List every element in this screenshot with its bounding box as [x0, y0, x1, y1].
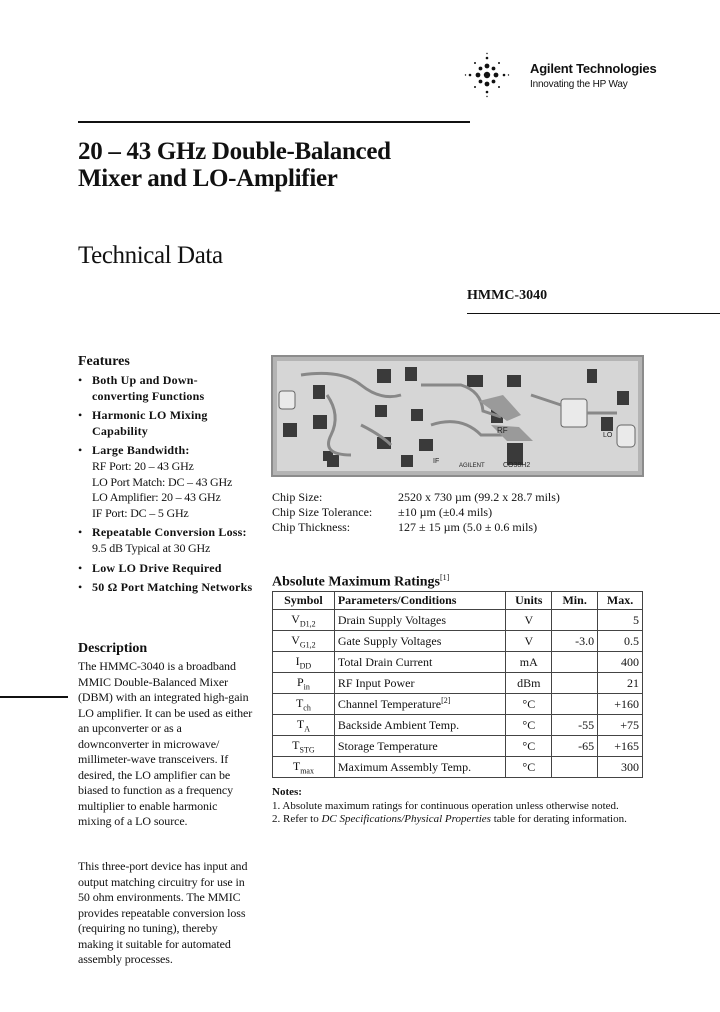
max-cell: +165 — [598, 736, 643, 757]
chip-spec-label: Chip Thickness: — [272, 520, 351, 534]
table-row — [273, 757, 643, 778]
chip-spec-label: Chip Size Tolerance: — [272, 505, 373, 519]
ratings-notes — [272, 786, 652, 827]
table-row — [273, 631, 643, 652]
table-header-row — [273, 592, 643, 610]
min-cell — [552, 694, 598, 715]
symbol-cell: $P_{in}$ — [273, 673, 335, 694]
param-cell: Backside Ambient Temp. — [334, 715, 506, 736]
feature-detail: 9.5 dB Typical at 30 GHz — [92, 540, 211, 555]
title-line-1: 20 – 43 GHz Double-Balanced — [78, 138, 391, 165]
param-cell: RF Input Power — [334, 673, 506, 694]
units-cell: mA — [506, 652, 552, 673]
symbol-cell: $T_A$ — [273, 715, 335, 736]
chip-spec-row — [272, 519, 652, 535]
description-para-2: This three-port device has input and output matching circuitry for use in 50 ohm environments. The MMIC provides repeatable conversion loss (requiring no tuning), thereby making it suitable for automated assembly processes. — [78, 859, 248, 966]
param-cell: Maximum Assembly Temp. — [334, 757, 506, 778]
max-cell: 300 — [598, 757, 643, 778]
symbol-cell: $I_{DD}$ — [273, 652, 335, 673]
feature-title: 50 Ω Port Matching Networks — [92, 580, 253, 595]
max-cell: 400 — [598, 652, 643, 673]
chip-marking: CO38H2 — [503, 462, 531, 469]
units-cell: °C — [506, 757, 552, 778]
feature-title: Both Up and Down-converting Functions — [92, 373, 205, 403]
min-cell: -65 — [552, 736, 598, 757]
features-heading: Features — [78, 354, 130, 369]
col-header: Units — [506, 592, 552, 610]
param-cell: Drain Supply Voltages — [334, 610, 506, 631]
chip-spec-row — [272, 504, 652, 520]
ratings-heading — [272, 573, 449, 591]
feature-item: • Both Up and Down-converting Functions — [78, 373, 205, 403]
title-block — [78, 138, 478, 192]
feature-detail: IF Port: DC – 5 GHz — [92, 505, 189, 520]
chip-label-lo: LO — [603, 432, 613, 439]
agilent-logo — [464, 52, 657, 98]
units-cell: V — [506, 610, 552, 631]
table-row — [273, 736, 643, 757]
min-cell — [552, 673, 598, 694]
chip-spec-value: 127 ± 15 µm (5.0 ± 0.6 mils) — [398, 520, 538, 534]
chip-marking-2: AGILENT — [459, 463, 485, 469]
feature-item: • Repeatable Conversion Loss: 9.5 dB Typical at 30 GHz — [78, 525, 253, 556]
min-cell: -3.0 — [552, 631, 598, 652]
table-row — [273, 715, 643, 736]
part-number: HMMC-3040 — [467, 288, 548, 303]
units-cell: °C — [506, 736, 552, 757]
feature-item: • Low LO Drive Required — [78, 560, 222, 575]
units-cell: °C — [506, 694, 552, 715]
param-cell: Gate Supply Voltages — [334, 631, 506, 652]
min-cell — [552, 652, 598, 673]
col-header: Parameters/Conditions — [334, 592, 506, 610]
margin-rule — [0, 696, 68, 698]
title-line-2: Mixer and LO-Amplifier — [78, 165, 338, 192]
feature-title: Low LO Drive Required — [92, 560, 222, 575]
max-cell: 0.5 — [598, 631, 643, 652]
units-cell: °C — [506, 715, 552, 736]
agilent-spark-icon — [464, 52, 510, 98]
note-1: 1. Absolute maximum ratings for continuous operation unless otherwise noted. — [272, 799, 619, 812]
param-cell: Total Drain Current — [334, 652, 506, 673]
max-cell: +160 — [598, 694, 643, 715]
chip-label-if: IF — [433, 458, 440, 465]
page-title — [78, 138, 478, 192]
table-row — [273, 652, 643, 673]
feature-detail: LO Amplifier: 20 – 43 GHz — [92, 490, 221, 505]
col-header: Max. — [598, 592, 643, 610]
max-cell: 21 — [598, 673, 643, 694]
symbol-cell: $T_{ch}$ — [273, 694, 335, 715]
symbol-cell: $V_{G1,2}$ — [273, 631, 335, 652]
col-header: Symbol — [273, 592, 335, 610]
part-rule — [467, 313, 720, 314]
max-cell: +75 — [598, 715, 643, 736]
chip-spec-label: Chip Size: — [272, 490, 323, 504]
param-cell: Storage Temperature — [334, 736, 506, 757]
chip-photo — [271, 355, 644, 477]
feature-item: • Harmonic LO Mixing Capability — [78, 408, 208, 438]
note-2: 2. Refer to DC Specifications/Physical Properties table for derating information. — [272, 813, 627, 825]
min-cell — [552, 757, 598, 778]
max-cell: 5 — [598, 610, 643, 631]
description-para-1: The HMMC-3040 is a broadband MMIC Double-Balanced Mixer (DBM) with an integrated high-gain LO amplifier. It can be used as either an upconverter or as a downconverter in microwave/ millimeter-wave transceivers. If desired, the LO amplifier can be biased to function as a frequency multiplier to enable harmonic mixing of a LO source. — [78, 659, 253, 828]
doc-subtitle: Technical Data — [78, 242, 223, 269]
feature-item: • Large Bandwidth: RF Port: 20 – 43 GHz LO Port Match: DC – 43 GHz LO Amplifier: 20 – 43 GHz IF Port: DC – 5 GHz — [78, 443, 253, 521]
brand-tagline: Innovating the HP Way — [530, 79, 628, 90]
description-heading: Description — [78, 641, 148, 656]
symbol-cell: $T_{STG}$ — [273, 736, 335, 757]
feature-title: Repeatable Conversion Loss: — [92, 525, 247, 540]
table-row — [273, 610, 643, 631]
param-cell: Channel Temperature[2] — [334, 694, 506, 715]
units-cell: V — [506, 631, 552, 652]
col-header: Min. — [552, 592, 598, 610]
chip-spec-value: 2520 x 730 µm (99.2 x 28.7 mils) — [398, 490, 560, 504]
feature-title: Harmonic LO Mixing Capability — [92, 408, 208, 438]
symbol-cell: $V_{D1,2}$ — [273, 610, 335, 631]
feature-title: Large Bandwidth: — [92, 443, 190, 458]
chip-spec-value: ±10 µm (±0.4 mils) — [398, 505, 493, 519]
notes-heading: Notes: — [272, 786, 302, 798]
chip-label-rf: RF — [497, 426, 508, 435]
feature-item: • 50 Ω Port Matching Networks — [78, 580, 253, 595]
table-row — [273, 673, 643, 694]
brand-name: Agilent Technologies — [530, 61, 657, 76]
symbol-cell: $T_{max}$ — [273, 757, 335, 778]
feature-detail: LO Port Match: DC – 43 GHz — [92, 474, 233, 489]
chip-spec-row — [272, 489, 652, 505]
min-cell: -55 — [552, 715, 598, 736]
ratings-heading-ref: [1] — [440, 573, 450, 582]
feature-detail: RF Port: 20 – 43 GHz — [92, 458, 194, 473]
top-rule — [78, 121, 470, 123]
units-cell: dBm — [506, 673, 552, 694]
ratings-table — [272, 591, 643, 778]
features-list — [78, 373, 253, 600]
ratings-heading-text: Absolute Maximum Ratings — [272, 574, 441, 590]
min-cell — [552, 610, 598, 631]
table-row — [273, 694, 643, 715]
